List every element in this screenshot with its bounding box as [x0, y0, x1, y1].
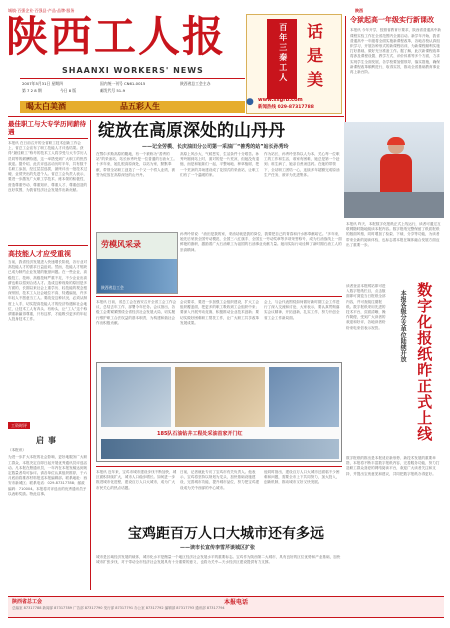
gold-banner: [20, 101, 245, 113]
main-subline: ——记全劳模、长庆油田分公司第一采油厂“善秀的站”站长孙秀玲: [142, 144, 289, 150]
left-body-1: 本报讯 在日前召开的全省职工技术创新工作会上，省总工会宣布了职工技能人才评选结果。获得“最佳职工”称号的技术工人将享受与大专学历人员同等的薪酬待遇，这一举措受到广大职工的热烈欢迎。据介绍，此次评选活动历时半年，共有数千名职工参加，经过层层选拔，最终评出一批技术过硬、业绩突出的先进个人。省总工会负责人表示，要进一步激发广大职工学技术、练本领的积极性，营造尊重劳动、尊重知识、尊重人才、尊重创造的良好氛围，为我省经济社会发展作出新贡献。: [8, 141, 88, 192]
main-body-2: 高原上风沙大、气候恶劣，生活条件十分艰苦。孙秀玲刚到站上时，面对的是一片荒凉，但她没有退缩，而是和姐妹们一起，平整场地、种草植树，把一个荒凉的井场建设成了花园式的采油站，让职工们有了一个温暖的家。: [180, 152, 260, 177]
bottom-headline: 宝鸡距百万人口大城市还有多远: [128, 526, 324, 542]
bottom-bar-label: 本报电话: [224, 599, 249, 606]
panel-photo-4: [101, 439, 339, 459]
masthead-title: 陕西工人报: [6, 12, 227, 61]
gold-sub: 品五彩人生: [120, 102, 160, 111]
panel-photo-2: [175, 367, 265, 427]
middle-body-2: 会议要求，要进一步加强工会组织建设，扩大工会组织覆盖面，把更多的职工吸收到工会组织中来；要深入开展劳动竞赛，积极推动企业技术创新；要切实做好困难职工帮扶工作，让广大职工共享改革发展成果。: [180, 300, 260, 325]
left-body-2: 当前，我省经济发展进入快速增长阶段，各行业对高技能人才的需求日益迫切。然而，技能人才短缺已成为制约企业发展的瓶颈问题。在一些企业，高级技工、技师、高级技师严重不足，不少企业出高薪也难以招到合适人才。造成这种现象的原因是多方面的，长期以来社会上重学历、轻技能的观念根深蒂固，技术工人社会地位不高、待遇偏低，许多年轻人不愿意当工人。要改变这种状况，必须从制度上入手，切实提高技能人才的经济待遇和社会地位，让技术工人有奔头、有盼头，让“工人”这个称谓重新赢得尊重，只有这样，才能吸引更多的年轻人投身技术工作。: [8, 260, 88, 322]
masthead-english: SHAANXI WORKERS' NEWS: [62, 66, 204, 75]
right-feature-title-text: 数字化报纸昨正式上线: [415, 282, 434, 442]
bottom-bar-text: 总编室 87317788 新闻部 87317789 广告部 87317790 发行部 87317791 办公室 87317792 编辑部 87317793 通讯部 87317794: [12, 606, 225, 610]
left-headline-1: 最佳职工与大专学历同薪待遇: [8, 120, 88, 139]
left-col-divider: [90, 120, 91, 590]
section-divider: [96, 296, 342, 297]
panel-photo-3: [269, 367, 339, 427]
panel-photo-1: [101, 367, 171, 427]
feature-tag: 劳模风采录: [101, 239, 141, 249]
masthead-divider: [8, 116, 344, 117]
masthead-slogan: 城镇·百强企业·百强县·产品·品牌·服务: [8, 8, 75, 13]
meta-sheets: 今日 8 版: [60, 88, 77, 93]
top-right-body: 本报讯 今年开学，按照省教育厅要求，陕西省普通高中新课程实验工作在全省范围内全面启动。新学年开始，我省普通高中一年级将全面实施新课程改革，各地各校认真组织学习，开展各种形式的新课程培训，为新课程顺利实施打好基础，做好充分准备工作。据了解，此次新课程改革将涉及课程设置、教学方式、评价体系等多个方面，力求实现学生全面发展，各学校要加强领导，落实措施，确保新课程改革顺利进行，取得实效，推动全省基础教育事业再上新台阶。: [350, 28, 441, 75]
globe-icon: ●: [246, 97, 254, 107]
middle-body-1: 本报讯 日前，省总工会在西安召开全省工会工作会议，总结去年工作，部署今年任务。会议指出，各级工会要紧紧围绕全省经济社会发展大局，切实履行维护职工合法权益的基本职责，为构建和谐社会作出积极贡献。: [96, 300, 177, 325]
seal-text: 百年三秦工人: [278, 23, 288, 83]
notice-sub: （本报讯）: [8, 448, 26, 453]
left-column: [8, 120, 88, 590]
left-tag: 工资时评: [8, 422, 30, 429]
meta-issue: 第 7 2 8 期: [22, 88, 42, 93]
top-right-tag: 陕西: [355, 8, 363, 13]
feature-caption: 陕西省总工会: [101, 285, 124, 290]
bottom-body-1: 本报讯 近年来，宝鸡市城市建设步伐不断加快，城区面积持续扩大，城市人口稳步增长。如何进一步推进城市化进程，建设百万人口大城市，成为广大市民关心的热点话题。: [96, 470, 177, 490]
seal-badge: [267, 19, 297, 99]
main-body-1: 在鄂尔多斯高原的腹地，有一个被称为“善秀的站”的采油站，站长孙秀玲是一位普通的石油女工。十多年来，她扎根高原深处，以站为家，默默奉献，带领全站职工创造了一个又一个骄人业绩，被誉为绽放在高原深处的山丹丹。: [96, 152, 177, 177]
hero-photo: [344, 122, 444, 218]
right-body-1: 本报讯 昨天，本报数字化报纸正式上线运行，读者可通过互联网随时随地阅读本报内容。数字报纸完整保留了纸质报纸的版面风格，同时增加了检索、下载、分享等功能，为读者带来全新的阅读体验，也标志着本报在媒体融合发展方面迈出了重要一步。: [346, 222, 441, 247]
right-feature-title: [388, 282, 444, 452]
main-body-4: 孙秀玲常说：“油田是我的家，采油站就是我的岗位，我要把自己的青春和汗水都奉献给它。”多年来，她先后荣获全国劳动模范、全国三八红旗手、全国五一劳动奖章等多项荣誉称号，成为石油战线上一面鲜艳的旗帜，激励着广大石油职工为祖国的石油事业贡献力量。她用实际行动诠释了新时期石油工人的崇高精神。: [180, 232, 342, 252]
bottom-body-4: 城市是区域经济发展的载体，城市化水平是衡量一个地区经济社会发展水平的重要标志。宝鸡作为陕西第二大城市，具有良好的区位优势和产业基础，加快城市扩张步伐，对于带动全市经济社会发展具有十分重要的意义，也将为关中—天水经济区建设提供有力支撑。: [96, 555, 341, 565]
website-text[interactable]: www.sxgrb.com: [258, 97, 303, 103]
meta-editor: 陕西省总工会主办: [180, 81, 211, 86]
bottom-subline: ——读市长宣传李雪芹谈城区扩张: [180, 545, 256, 551]
hotline-text: 新闻热线 029-87317788: [258, 105, 314, 110]
masthead-meta-box: [20, 78, 245, 100]
photo-panel: [96, 362, 342, 462]
right-feature-subtitle-text: 本报各级分支单位陆续开放: [399, 290, 407, 362]
ad-char-2: 是: [307, 46, 324, 65]
bottom-body-3: 他同时指出，建设百万人口大城市还面临不少困难和问题，需要全市上下共同努力，加大投入，创新机制，推动城市又好又快发展。: [264, 470, 340, 485]
bottom-divider: [96, 466, 342, 467]
main-body-3: 作为站长，孙秀玲坚持以人为本，关心每一位职工的工作和生活，谁家有困难，她总是第一个赶到；谁生病了，她亲自煮汤送药。在她的带领下，全站职工团结一心，连续多年超额完成原油生产任务，被评为先进集体。: [264, 152, 340, 177]
notice-title: 启事: [36, 435, 60, 446]
main-headline: 绽放在高原深处的山丹丹: [98, 121, 285, 141]
ad-char-1: 话: [307, 22, 324, 41]
top-right-headline: 令狱起高一年级实行新课改: [350, 16, 434, 24]
panel-caption: 185队石油钻井工程处采油首家开门红: [157, 431, 243, 437]
gold-label: 喝太白美酒: [26, 102, 66, 111]
bottom-body-2: 日前，记者就此专访了宝鸡市有关负责人。他表示，宝鸡将坚持以规划为龙头，加快基础设施建设，完善城市功能，提升城市品位，努力把宝鸡建设成为关中西部的中心城市。: [180, 470, 260, 490]
right-body-2: 读者登录本报网站即可进入数字报纸栏目，点击版面即可浏览当日报纸全部内容，并可查阅往期报纸。数字报纸采用先进的技术平台，页面清晰，操作简便，受到广大读者的欢迎和好评，各地读者纷纷来电来信表示祝贺。: [346, 284, 386, 330]
left-headline-2: 高技能人才应受重视: [8, 245, 88, 258]
right-body-3: 数字报纸的推出是本报适应新形势、新技术发展的重要举措，本报将不断丰富数字报纸内容，完善服务功能，努力打造职工群众喜爱的网络阅读平台，欢迎广大读者关注和支持，并提出宝贵意见和建议，共同把数字报纸办得更好。: [346, 456, 440, 476]
bottom-bar: [8, 596, 444, 618]
meta-cn: 国内统一刊号 CN61-0015: [100, 81, 146, 86]
website-strip: [246, 96, 342, 114]
ad-char-3: 美: [307, 70, 324, 89]
bottom-bar-left: 陕西省总工会: [12, 599, 43, 605]
middle-body-3: 会上，与会代表围绕如何做好新时期工会工作进行了深入交流和讨论，大家表示，要认真贯彻落实会议精神，开拓创新，扎实工作，努力开创全省工会工作新局面。: [264, 300, 340, 320]
meta-post: 邮发代号 51-9: [100, 88, 126, 93]
meta-date: 2007年5月31日 星期四: [22, 81, 63, 86]
notice-body: 为进一步扩大本报的社会影响，更好地服务广大职工群众，本报决定自即日起开展优秀通讯员评选活动。凡本报在册通讯员，一年内在本报发稿达到规定数量者均可参评。请各单位认真组织推荐，于六月底前将推荐材料报送本报编辑部。联系地址：西安市新城区；联系电话：029-87317788；邮政编码：710004。本报将对评选出的优秀通讯员予以表彰奖励。特此启事。: [8, 455, 88, 496]
feature-photo: [96, 232, 178, 294]
